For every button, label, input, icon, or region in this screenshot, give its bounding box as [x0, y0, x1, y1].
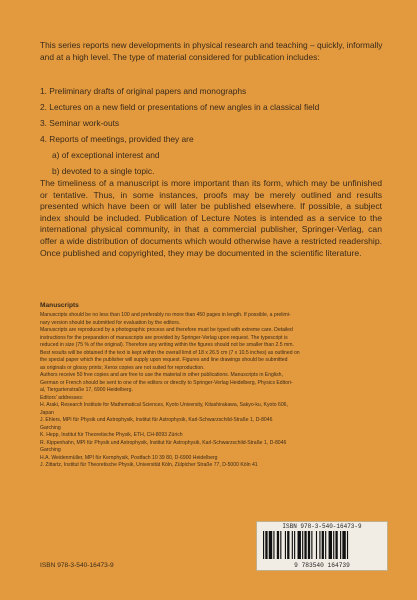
manuscripts-line: H. Araki, Research Institute for Mathematical Sciences, Kyoto University, Kitashirakawa, Sakyo-ku, Kyoto 606,: [40, 402, 288, 408]
barcode-bar: [294, 531, 295, 559]
barcode-bar: [285, 531, 286, 559]
barcode-bar: [311, 531, 312, 559]
manuscripts-line: Manuscripts should be no less than 100 and preferably no more than 450 pages in length. If possible, a prelimi-: [40, 312, 291, 318]
manuscripts-line: J. Zittartz, Institut für Theoretische Physik, Universität Köln, Zülpicher Straße 77, D-5000 Köln 41: [40, 462, 258, 468]
barcode-bar: [319, 531, 320, 559]
manuscripts-line: Editors' addresses:: [40, 394, 84, 401]
isbn-barcode: [256, 521, 388, 571]
barcode-bars: [263, 531, 381, 559]
barcode-bar: [325, 531, 326, 559]
publication-types-list: [40, 83, 400, 179]
manuscripts-line: Garching: [40, 447, 61, 453]
barcode-bar: [292, 531, 293, 559]
list-subitem: a) of exceptional interest and: [52, 150, 160, 160]
barcode-bar: [335, 531, 337, 559]
barcode-isbn-label: ISBN 978-3-540-16473-9: [282, 523, 362, 530]
barcode-bar: [298, 531, 301, 559]
barcode-bar: [269, 531, 272, 559]
manuscripts-line: J. Ehlers, MPI für Physik und Astrophysik, Institut für Astrophysik, Karl-Schwarzschild-Straße 1, D-8046: [40, 417, 273, 423]
barcode-bar: [329, 531, 332, 559]
manuscripts-line: German or French should be sent to one of the editors or directly to Springer-Verlag Heidelberg, Physics Editori-: [40, 379, 293, 386]
barcode-bar: [265, 531, 267, 559]
barcode-bar: [342, 531, 345, 559]
manuscripts-line: Garching: [40, 424, 61, 431]
manuscripts-heading: Manuscripts: [40, 302, 79, 309]
barcode-bar: [347, 531, 348, 559]
barcode-bar: [302, 531, 303, 559]
barcode-bar: [316, 531, 317, 559]
manuscripts-body: [40, 312, 386, 470]
manuscripts-line: as originals or glossy prints; Xerox copies are not suited for reproduction.: [40, 364, 205, 371]
manuscripts-line: Japan: [40, 409, 54, 416]
barcode-bar: [322, 531, 324, 559]
barcode-bar: [287, 531, 289, 559]
barcode-bar: [333, 531, 334, 559]
isbn-text: ISBN 978-3-540-16473-9: [40, 562, 114, 569]
manuscripts-line: nary version should be submitted for evaluation by the editors.: [40, 319, 181, 326]
list-item: 2. Lectures on a new field or presentations of new angles in a classical field: [40, 102, 320, 112]
manuscripts-line: Best results will be obtained if the text is kept within the overall limit of 18 x 26.5 cm (7 x 10.5 inches) as outlined on: [40, 349, 300, 356]
manuscripts-line: Authors receive 50 free copies and are free to use the material in other publications. Manuscripts in English,: [40, 372, 283, 378]
barcode-bar: [263, 531, 264, 559]
list-item: 1. Preliminary drafts of original papers and monographs: [40, 86, 247, 96]
barcode-bar: [273, 531, 274, 559]
timeliness-paragraph: The timeliness of a manuscript is more important than its form, which may be unfinished or tentative. Thus, in some instances, proofs may be merely outlined and results presented which have been or will later be published elsewhere. If possible, a subject index should be included. Publication of Lecture Notes is intended as a service to the international physical community, in that a commercial publisher, Springer-Verlag, can offer a wide distribution of documents which would otherwise have a restricted readership. Once published and copyrighted, they may be documented in the scientific literature.: [40, 178, 382, 258]
barcode-bar: [340, 531, 341, 559]
manuscripts-line: al, Tiergartenstraße 17, 6900 Heidelberg.: [40, 387, 133, 393]
manuscripts-line: R. Kippenhahn, MPI für Physik und Astrophysik, Institut für Astrophysik, Karl-Schwarzschild-Straße 1, D-8046: [40, 439, 287, 446]
intro-text: This series reports new developments in physical research and teaching – quickly, informally and at a high level. The type of material considered for publication includes:: [40, 40, 383, 62]
barcode-bar: [308, 531, 310, 559]
barcode-bar: [277, 531, 279, 559]
manuscripts-line: the special paper which the publisher will supply upon request. Figures and line drawings should be submitted: [40, 357, 288, 363]
list-item: 3. Seminar work-outs: [40, 118, 120, 128]
manuscripts-line: K. Hepp, Institut für Theoretische Physik, ETH, CH-8093 Zürich: [40, 432, 183, 438]
list-item: 4. Reports of meetings, provided they are: [40, 134, 194, 144]
barcode-bar: [304, 531, 306, 559]
manuscripts-line: Manuscripts are reproduced by a photographic process and therefore must be typed with extreme care. Detailed: [40, 327, 293, 333]
manuscripts-line: H.A. Weidenmüller, MPI für Kernphysik, Postfach 10 39 80, D-6900 Heidelberg: [40, 454, 218, 461]
manuscripts-line: reduced in size (75 % of the original). Therefore any writing within the figures should not be smaller than 2.5 mm.: [40, 342, 294, 348]
manuscripts-line: instructions for the preparation of manuscripts are provided by Springer-Verlag upon request. The typescript is: [40, 334, 288, 341]
list-subitem: b) devoted to a single topic.: [52, 166, 155, 176]
barcode-bar: [280, 531, 281, 559]
barcode-digits: 9 783540 164739: [294, 562, 350, 569]
